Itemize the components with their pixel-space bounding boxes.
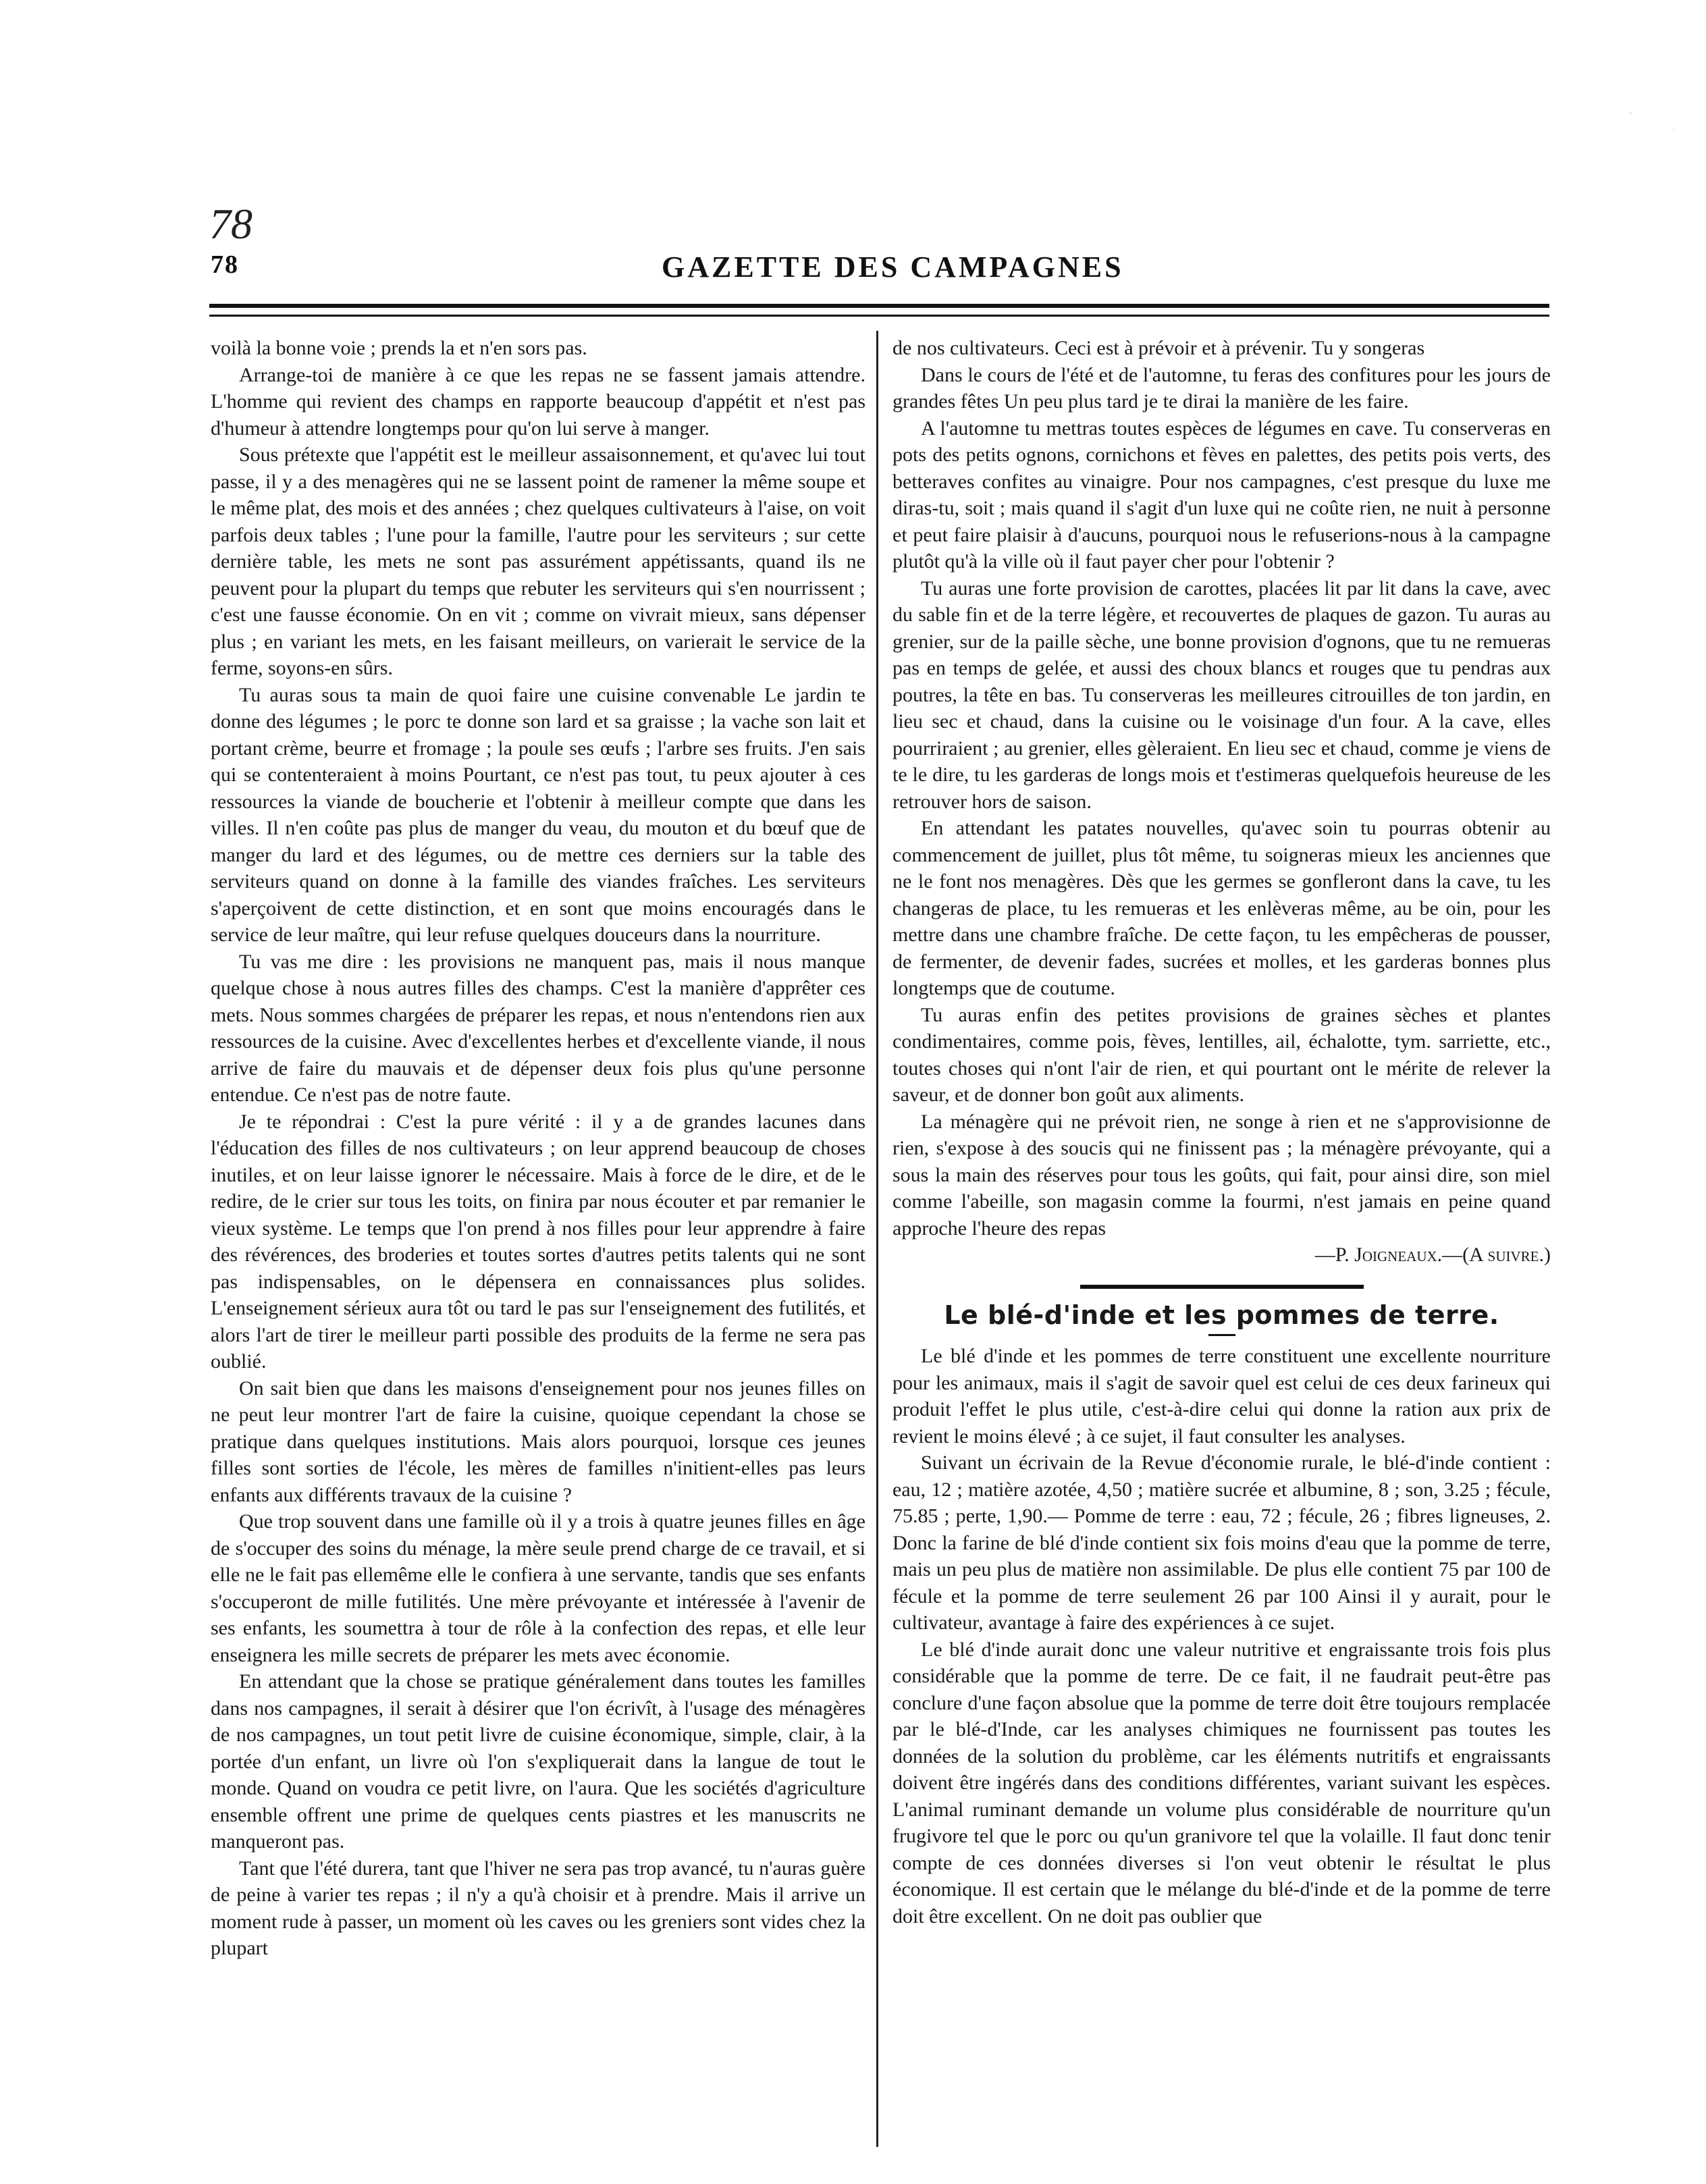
paragraph: de nos cultivateurs. Ceci est à prévoir et à prévenir. Tu y songeras xyxy=(892,337,1425,359)
paragraph: En attendant que la chose se pratique généralement dans toutes les familles dans nos campagnes, il serait à désirer que l'on écrivît, à l'usage des ménagères de nos campagnes, un tout petit livre de cuisine économique, simple, clair, à la portée d'un enfant, un livre où l'on s'expliquerait dans la langue de tout le monde. Quand on voudra ce petit livre, on l'aura. Que les sociétés d'agriculture ensemble offrent une prime de quelques cents piastres et les manuscrits ne manqueront pas. xyxy=(211,1670,865,1853)
paragraph: Le blé d'inde aurait donc une valeur nutritive et engraissante trois fois plus considérable que la pomme de terre. De ce fait, il ne faudrait peut-être pas conclure d'une façon absolue que la pomme de terre doit être toujours remplacée par le blé-d'Inde, car les analyses chimiques ne fournissent pas toutes les données de la solution du problème, car les éléments nutritifs et engraissants doivent être ingérés dans des conditions différentes, variant suivant les espèces. L'animal ruminant demande un volume plus considérable de nourriture qu'un frugivore tel que le porc ou qu'un granivore tel que la volaille. Il faut donc tenir compte de ces données diverses si l'on veut obtenir le résultat le plus économique. Il est certain que le mélange du blé-d'inde et de la pomme de terre doit être excellent. On ne doit pas oublier que xyxy=(892,1638,1551,1927)
paragraph: Sous prétexte que l'appétit est le meilleur assaisonnement, et qu'avec lui tout passe, il y a des menagères qui ne se lassent point de ramener la même soupe et le même plat, des mois et des années ; chez quelques cultivateurs à l'aise, on voit parfois deux tables ; l'une pour la famille, l'autre pour les serviteurs ; sur cette dernière table, les mets ne sont pas assurément appétissants, quand ils ne peuvent pour la plupart du temps que rebuter les serviteurs qui s'en nourrissent ; c'est une fausse économie. On en vit ; comme on vivrait mieux, sans dépenser plus ; en variant les mets, en les faisant meilleurs, on varierait le service de la ferme, soyons-en sûrs. xyxy=(211,444,865,679)
paragraph: Suivant un écrivain de la Revue d'économie rurale, le blé-d'inde contient : eau, 12 ; matière azotée, 4,50 ; matière sucrée et albumine, 8 ; son, 3.25 ; fécule, 75.85 ; perte, 1,90.— Pomme de terre : eau, 72 ; fécule, 26 ; fibres ligneuses, 2. Donc la farine de blé d'inde contient six fois moins d'eau que la pomme de terre, mais un peu plus de matière non assimilable. De plus elle contient 75 par 100 de fécule et la pomme de terre seulement 26 par 100 Ainsi il y aurait, pour le cultivateur, avantage à faire des expériences à ce sujet. xyxy=(892,1451,1551,1634)
paragraph: Dans le cours de l'été et de l'automne, tu feras des confitures pour les jours de grandes fêtes Un peu plus tard je te dirai la manière de les faire. xyxy=(892,363,1551,412)
paper-speckle xyxy=(1598,81,1706,162)
column-divider xyxy=(876,331,878,2147)
page-number: 78 xyxy=(211,250,239,279)
article-separator-rule xyxy=(1080,1285,1364,1289)
author-signature: —P. Joigneaux.—(A suivre.) xyxy=(1314,1244,1551,1266)
right-column xyxy=(892,335,1551,2144)
paragraph: A l'automne tu mettras toutes espèces de légumes en cave. Tu conserveras en pots des petits ognons, cornichons et fèves en palettes, des petits pois verts, des betteraves confites au vinaigre. Pour nos campagnes, c'est presque du luxe me diras-tu, soit ; mais quand il s'agit d'un luxe qui ne coûte rien, ne nuit à personne et peut faire plaisir à d'aucuns, pourquoi nous le refuserions-nous à la campagne plutôt qu'à la ville où il faut payer cher pour l'obtenir ? xyxy=(892,417,1551,572)
header-rule-thick xyxy=(209,304,1549,308)
paragraph: Tu auras sous ta main de quoi faire une cuisine convenable Le jardin te donne des légumes ; le porc te donne son lard et sa graisse ; la vache son lait et portant crème, beurre et fromage ; la poule ses œufs ; l'arbre ses fruits. J'en sais qui se contenteraient à moins Pourtant, ce n'est pas tout, tu peux ajouter à ces ressources la viande de boucherie et l'obtenir à meilleur compte que dans les villes. Il n'en coûte pas plus de manger du veau, du mouton et du bœuf que de manger du lard et des légumes, ou de mettre ces derniers sur la table des serviteurs quand on donne à la famille des viandes fraîches. Les serviteurs s'aperçoivent de cette distinction, et en sont que moins encouragés dans le service de leur maître, qui leur refuse quelques douceurs dans la nourriture. xyxy=(211,683,865,946)
title-dash xyxy=(1208,1334,1235,1336)
paragraph: Tu vas me dire : les provisions ne manquent pas, mais il nous manque quelque chose à nous autres filles des champs. C'est la manière d'apprêter ces mets. Nous sommes chargées de préparer les repas, et nous n'entendons rien aux ressources de la cuisine. Avec d'excellentes herbes et d'excellente viande, il nous arrive de faire du mauvais et de dépenser deux fois plus qu'une personne entendue. Ce n'est pas de notre faute. xyxy=(211,950,865,1106)
paragraph: La ménagère qui ne prévoit rien, ne songe à rien et ne s'approvisionne de rien, s'expose à des soucis qui ne finissent pas ; la ménagère prévoyante, qui a sous la main des réserves pour tous les goûts, qui fait, pour ainsi dire, son miel comme l'abeille, son magasin comme la fourmi, n'est jamais en peine quand approche l'heure des repas xyxy=(892,1110,1551,1240)
paragraph: voilà la bonne voie ; prends la et n'en sors pas. xyxy=(211,337,587,359)
paragraph: Arrange-toi de manière à ce que les repas ne se fassent jamais attendre. L'homme qui revient des champs en rapporte beaucoup d'appétit et n'est pas d'humeur à attendre longtemps pour qu'on lui serve à manger. xyxy=(211,363,865,440)
paragraph: Tu auras enfin des petites provisions de graines sèches et plantes condimentaires, comme pois, fèves, lentilles, ail, échalotte, tym. sarriette, etc., toutes choses qui n'ont l'air de rien, et qui pourtant ont le mérite de relever la saveur, et de donner bon goût aux aliments. xyxy=(892,1003,1551,1106)
masthead-title: GAZETTE DES CAMPAGNES xyxy=(662,250,1124,284)
left-column xyxy=(211,335,865,2144)
handwritten-page-number: 78 xyxy=(209,200,252,248)
paragraph: Que trop souvent dans une famille où il y a trois à quatre jeunes filles en âge de s'occuper des soins du ménage, la mère seule prend charge de ce travail, et si elle ne le fait pas ellemême elle le confiera à une servante, tandis que ses enfants s'occuperont de mille futilités. Une mère prévoyante et intéressée à l'avenir de ses enfants, les soumettra à tour de rôle à la confection des repas, et elle leur enseignera les mille secrets de préparer les mets avec économie. xyxy=(211,1510,865,1666)
paragraph: Le blé d'inde et les pommes de terre constituent une excellente nourriture pour les animaux, mais il s'agit de savoir quel est celui de ces deux farineux qui produit l'effet le plus utile, c'est-à-dire celui qui donne la ration aux prix de revient le moins élevé ; à ce sujet, il faut consulter les analyses. xyxy=(892,1345,1551,1447)
paragraph: Je te répondrai : C'est la pure vérité : il y a de grandes lacunes dans l'éducation des filles de nos cultivateurs ; on leur apprend beaucoup de choses inutiles, et on leur laisse ignorer le nécessaire. Mais à force de le dire, et de le redire, de le crier sur tous les toits, on finira par nous écouter et par remanier le vieux système. Le temps que l'on prend à nos filles pour leur apprendre à faire des révérences, des broderies et toutes sortes d'autres petits talents qui ne sont pas indispensables, on le dépensera en connaissances plus solides. L'enseignement sérieux aura tôt ou tard le pas sur l'enseignement des futilités, et alors l'art de tirer le meilleur parti possible des produits de la ferme ne sera pas oublié. xyxy=(211,1110,865,1373)
header-rule-thin xyxy=(209,315,1549,317)
paragraph: Tu auras une forte provision de carottes, placées lit par lit dans la cave, avec du sable fin et de la terre légère, et recouvertes de plaques de gazon. Tu auras au grenier, sur de la paille sèche, une bonne provision d'ognons, que tu ne remueras pas en temps de gelée, et aussi des choux blancs et rouges que tu pendras aux poutres, la tête en bas. Tu conserveras les meilleures citrouilles de ton jardin, en lieu sec et chaud, dans la cuisine ou le voisinage d'un four. A la cave, elles pourriraient ; au grenier, elles gèleraient. En lieu sec et chaud, comme je viens de te le dire, tu les garderas de longs mois et t'estimeras quelquefois heureuse de les retrouver hors de saison. xyxy=(892,577,1551,813)
paragraph: Tant que l'été durera, tant que l'hiver ne sera pas trop avancé, tu n'auras guère de peine à varier tes repas ; il n'y a qu'à choisir et à prendre. Mais il arrive un moment rude à passer, un moment où les caves ou les greniers sont vides chez la plupart xyxy=(211,1857,865,1959)
paragraph: En attendant les patates nouvelles, qu'avec soin tu pourras obtenir au commencement de juillet, plus tôt même, tu soigneras mieux les anciennes que ne le font nos menagères. Dès que les germes se gonfleront dans la cave, tu les changeras de place, tu les remueras et les enlèveras même, au be oin, pour les mettre dans une chambre fraîche. De cette façon, tu les empêcheras de pousser, de fermenter, de devenir fades, sucrées et molles, et les garderas bonnes plus longtemps que de coutume. xyxy=(892,817,1551,999)
paragraph: On sait bien que dans les maisons d'enseignement pour nos jeunes filles on ne peut leur montrer l'art de faire la cuisine, quoique cependant la chose se pratique dans quelques institutions. Mais alors pourquoi, lorsque ces jeunes filles sont sorties de l'école, les mères de familles n'initient-elles pas leurs enfants aux différents travaux de la cuisine ? xyxy=(211,1377,865,1506)
article-title: Le blé-d'inde et les pommes de terre. xyxy=(944,1300,1499,1330)
